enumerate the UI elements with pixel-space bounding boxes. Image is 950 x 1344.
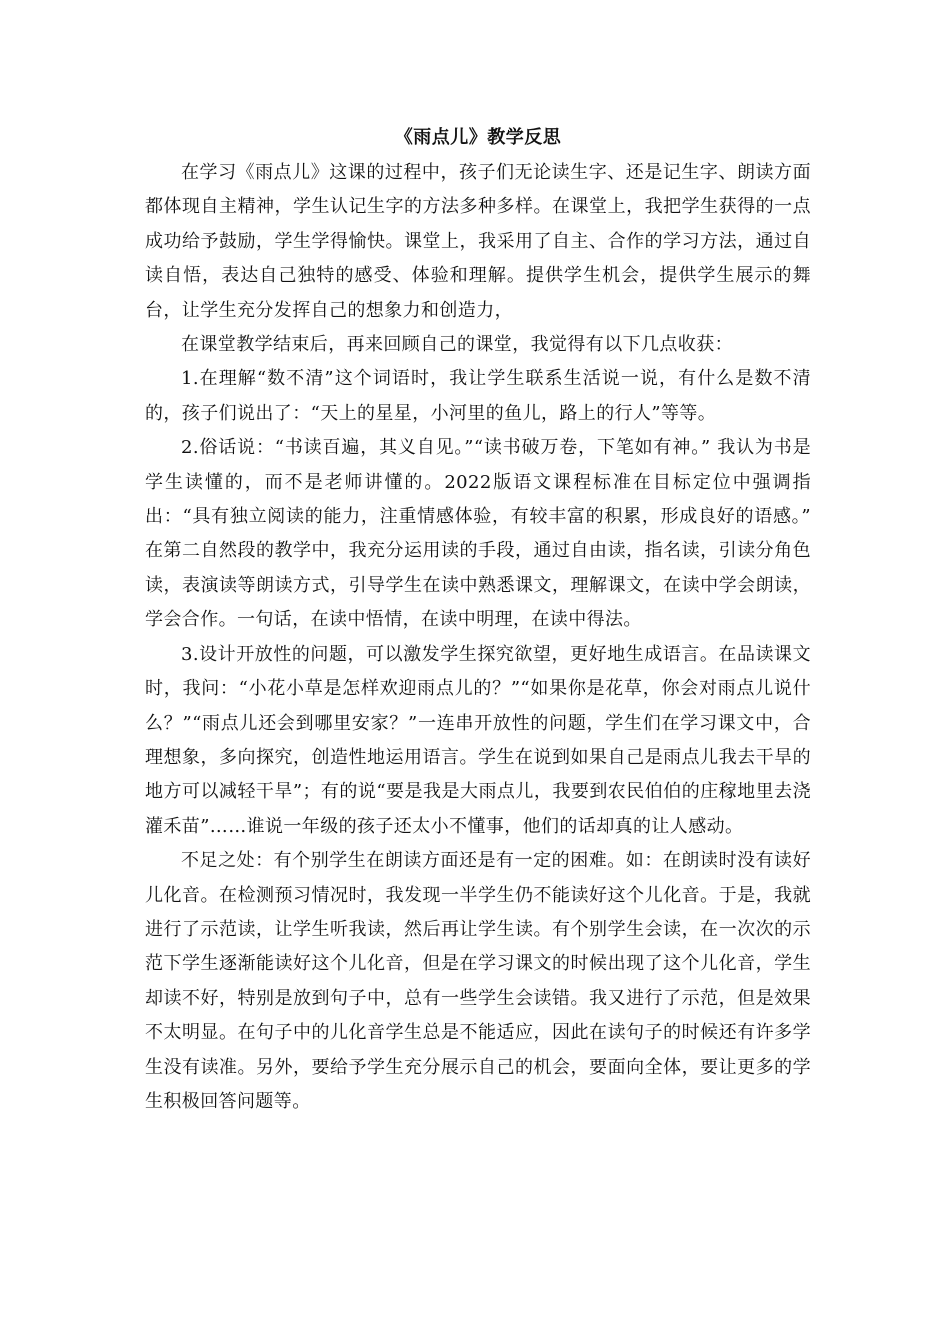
paragraph-shortcomings: 不足之处：有个别学生在朗读方面还是有一定的困难。如：在朗读时没有读好儿化音。在检测预习情况时，我发现一半学生仍不能读好这个儿化音。于是，我就进行了示范读，让学生听我读，然后再让学生读。有个别学生会读，在一次次的示范下学生逐渐能读好这个儿化音，但是在学习课文的时候出现了这个儿化音，学生却读不好，特别是放到句子中，总有一些学生会读错。我又进行了示范，但是效果不太明显。在句子中的儿化音学生总是不能适应，因此在读句子的时候还有许多学生没有读准。另外，要给予学生充分展示自己的机会，要面向全体，要让更多的学生积极回答问题等。 — [145, 850, 811, 1112]
document-title: 《雨点儿》教学反思 — [394, 127, 562, 148]
paragraph-point-3: 3.设计开放性的问题，可以激发学生探究欲望，更好地生成语言。在品读课文时，我问：“小花小草是怎样欢迎雨点儿的？”“如果你是花草，你会对雨点儿说什么？”“雨点儿还会到哪里安家？”一连串开放性的问题，学生们在学习课文中，合理想象，多向探究，创造性地运用语言。学生在说到如果自己是雨点儿我去干旱的地方可以减轻干旱”；有的说“要是我是大雨点儿，我要到农民伯伯的庄稼地里去浇灌禾苗”……谁说一年级的孩子还太小不懂事，他们的话却真的让人感动。 — [145, 643, 811, 837]
paragraph-point-2: 2.俗话说：“书读百遍，其义自见。”“读书破万卷，下笔如有神。” 我认为书是学生读懂的，而不是老师讲懂的。2022版语文课程标准在目标定位中强调指出：“具有独立阅读的能力，注重情感体验，有较丰富的积累，形成良好的语感。” 在第二自然段的教学中，我充分运用读的手段，通过自由读，指名读，引读分角色读，表演读等朗读方式，引导学生在读中熟悉课文，理解课文，在读中学会朗读，学会合作。一句话，在读中悟情，在读中明理，在读中得法。 — [145, 437, 811, 631]
paragraph-point-1: 1.在理解“数不清”这个词语时，我让学生联系生活说一说，有什么是数不清的，孩子们说出了：“天上的星星，小河里的鱼儿，路上的行人”等等。 — [145, 368, 811, 424]
paragraph-intro: 在学习《雨点儿》这课的过程中，孩子们无论读生字、还是记生字、朗读方面都体现自主精神，学生认记生字的方法多种多样。在课堂上，我把学生获得的一点成功给予鼓励，学生学得愉快。课堂上，我采用了自主、合作的学习方法，通过自读自悟，表达自己独特的感受、体验和理解。提供学生机会，提供学生展示的舞台，让学生充分发挥自己的想象力和创造力， — [145, 162, 811, 321]
document-body — [145, 124, 811, 1119]
paragraph-review: 在课堂教学结束后，再来回顾自己的课堂，我觉得有以下几点收获： — [181, 334, 733, 356]
